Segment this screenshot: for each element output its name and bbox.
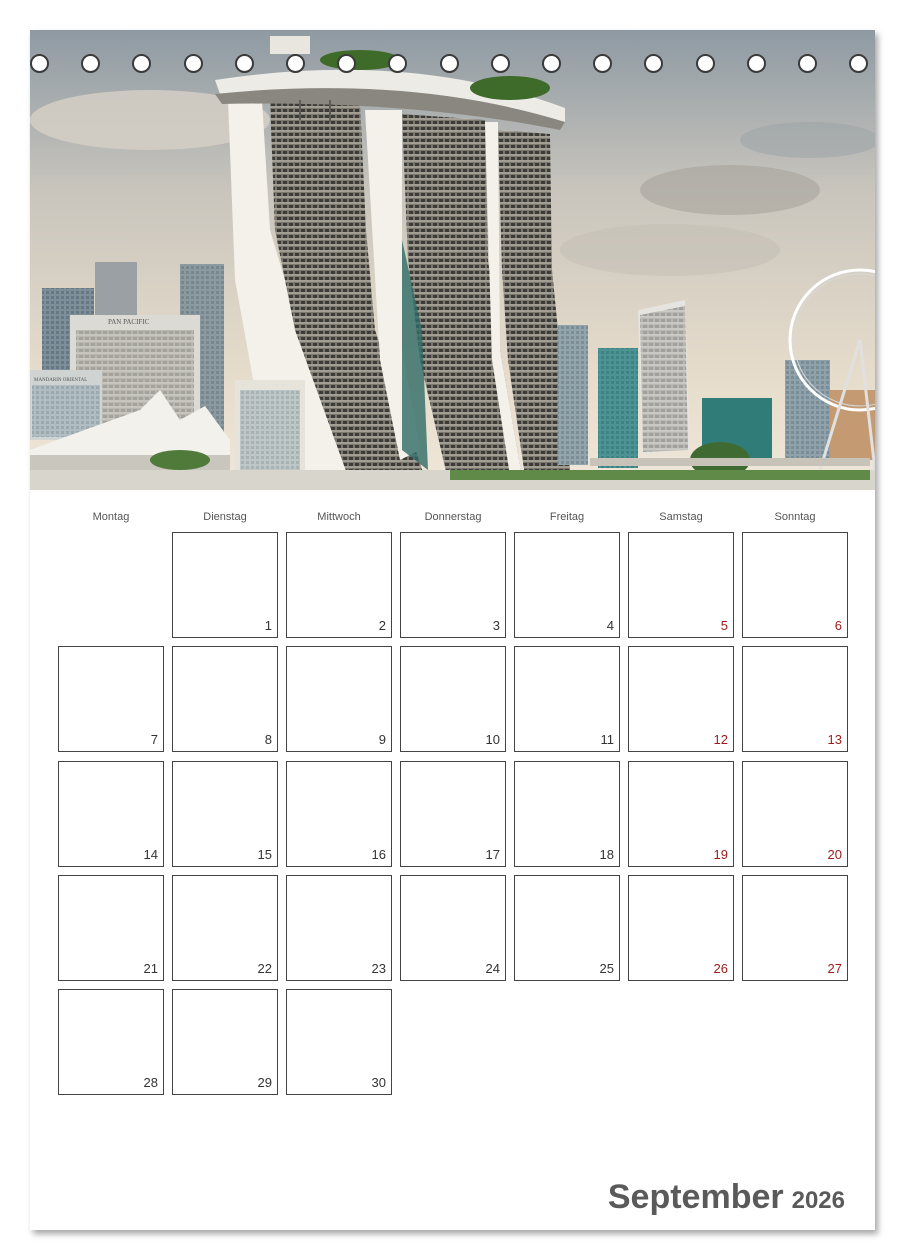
day-number: 3: [492, 618, 500, 633]
weekday-label: Mittwoch: [317, 511, 361, 523]
day-cell[interactable]: [742, 761, 848, 867]
day-cell[interactable]: [286, 532, 392, 638]
day-number: 10: [485, 732, 500, 747]
day-number: 11: [600, 732, 614, 747]
weekday-label: Montag: [92, 511, 130, 523]
month-name: September: [607, 1178, 784, 1216]
day-number: 9: [378, 732, 386, 747]
day-cell[interactable]: [514, 875, 620, 981]
day-cell[interactable]: [628, 875, 734, 981]
day-number: 28: [143, 1075, 158, 1090]
weekday-label: Freitag: [549, 511, 585, 523]
day-number: 26: [713, 961, 728, 976]
day-cell[interactable]: [58, 989, 164, 1095]
day-cell[interactable]: [742, 646, 848, 752]
day-number: 19: [713, 847, 728, 862]
day-cell[interactable]: [514, 532, 620, 638]
day-cell[interactable]: [514, 761, 620, 867]
day-cell[interactable]: [628, 646, 734, 752]
day-number: 6: [834, 618, 842, 633]
hotel-sign-text: PAN PACIFIC: [108, 318, 150, 326]
day-cell[interactable]: [172, 875, 278, 981]
day-cell[interactable]: [400, 646, 506, 752]
day-number: 12: [713, 732, 728, 747]
day-number: 29: [257, 1075, 272, 1090]
day-number: 24: [485, 961, 500, 976]
day-cell[interactable]: [58, 875, 164, 981]
day-cell[interactable]: [628, 532, 734, 638]
day-number: 7: [150, 732, 158, 747]
day-grid: [30, 30, 875, 1230]
day-cell[interactable]: [628, 761, 734, 867]
day-number: 18: [599, 847, 614, 862]
day-number: 15: [257, 847, 272, 862]
day-number: 21: [143, 961, 158, 976]
day-cell[interactable]: [172, 532, 278, 638]
weekday-label: Samstag: [659, 511, 703, 523]
day-number: 8: [264, 732, 272, 747]
day-number: 25: [599, 961, 614, 976]
day-cell[interactable]: [172, 646, 278, 752]
day-cell[interactable]: [58, 761, 164, 867]
day-cell[interactable]: [286, 761, 392, 867]
day-number: 16: [371, 847, 386, 862]
day-cell[interactable]: [742, 875, 848, 981]
month-year-title: [608, 1178, 845, 1217]
day-cell[interactable]: [400, 875, 506, 981]
day-cell[interactable]: [514, 646, 620, 752]
day-number: 14: [143, 847, 158, 862]
day-number: 2: [378, 618, 386, 633]
day-number: 30: [371, 1075, 386, 1090]
weekday-label: Sonntag: [774, 511, 816, 523]
day-cell[interactable]: [286, 989, 392, 1095]
day-number: 20: [827, 847, 842, 862]
calendar-page: [30, 30, 875, 1230]
hotel-sign-text-2: MANDARIN ORIENTAL: [34, 378, 88, 383]
day-number: 1: [264, 618, 272, 633]
weekday-label: Donnerstag: [424, 511, 482, 523]
day-number: 5: [720, 618, 728, 633]
day-cell[interactable]: [400, 532, 506, 638]
day-cell[interactable]: [172, 989, 278, 1095]
day-number: 23: [371, 961, 386, 976]
day-cell[interactable]: [400, 761, 506, 867]
day-number: 27: [827, 961, 842, 976]
day-number: 17: [485, 847, 500, 862]
day-cell[interactable]: [742, 532, 848, 638]
day-number: 4: [606, 618, 614, 633]
year-label: 2026: [791, 1187, 845, 1214]
day-cell[interactable]: [172, 761, 278, 867]
day-number: 22: [257, 961, 272, 976]
day-cell[interactable]: [286, 875, 392, 981]
day-cell[interactable]: [286, 646, 392, 752]
day-cell[interactable]: [58, 646, 164, 752]
day-number: 13: [827, 732, 842, 747]
weekday-label: Dienstag: [203, 511, 247, 523]
